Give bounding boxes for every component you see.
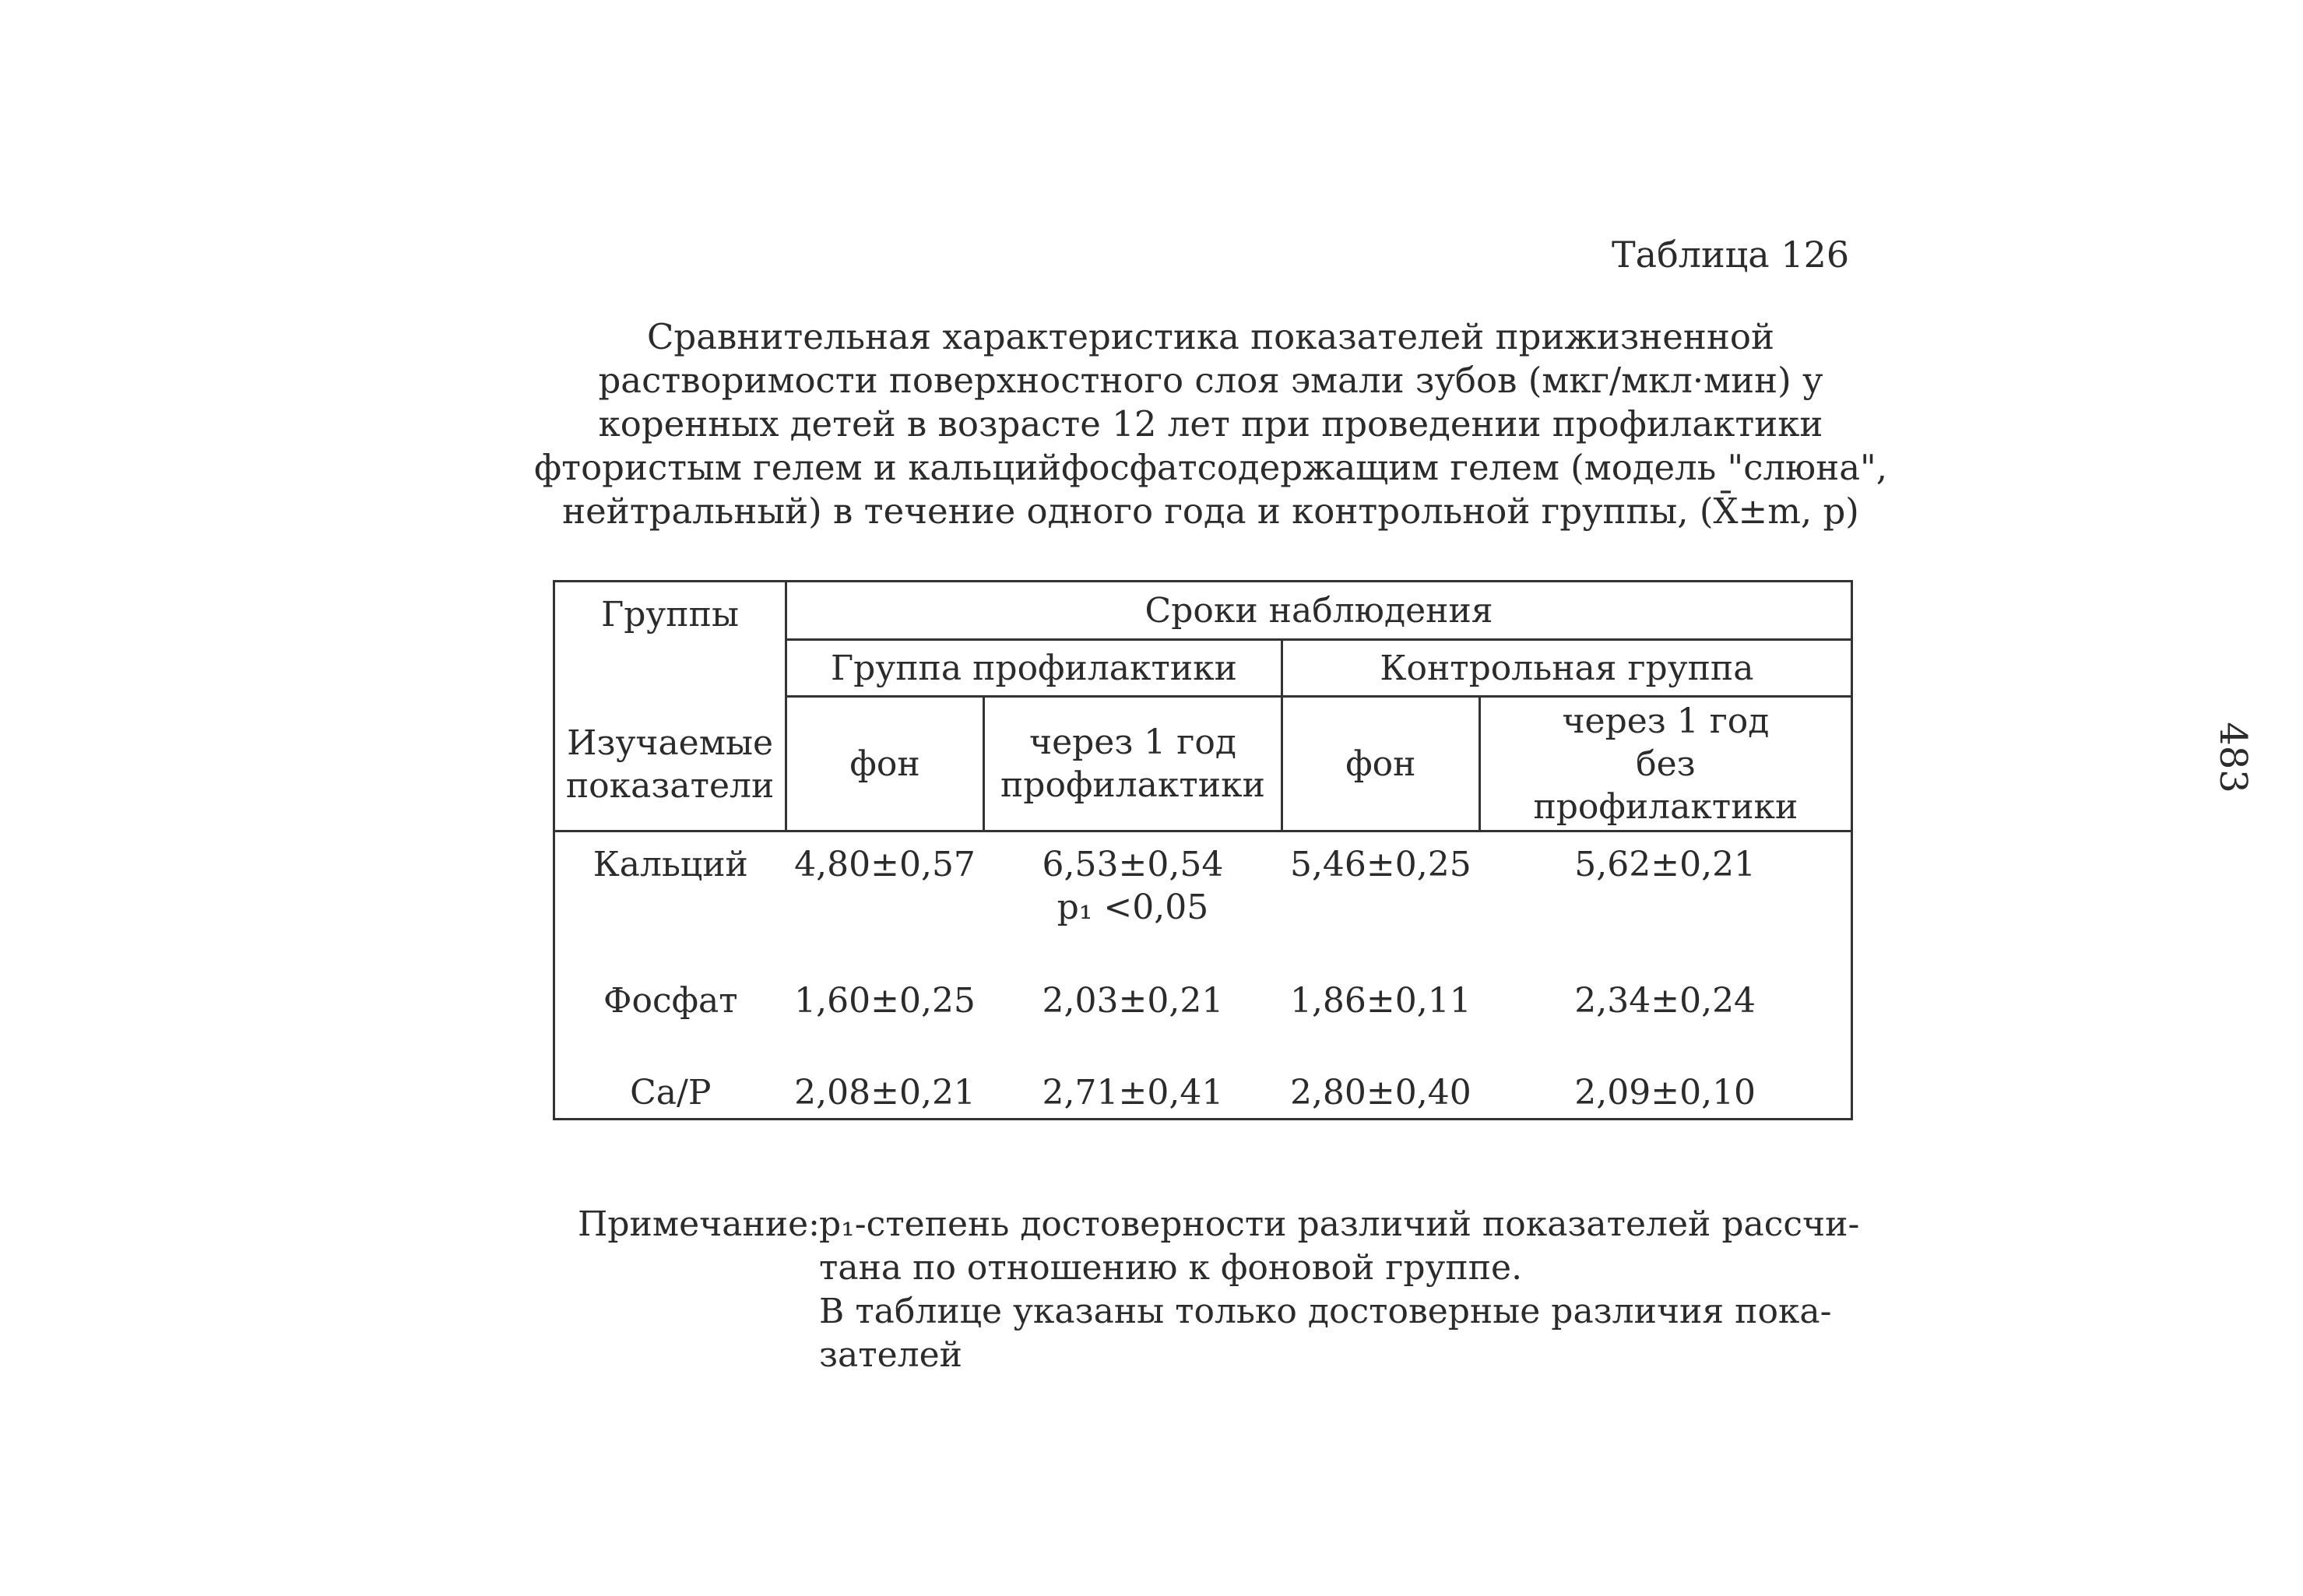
caption-line: коренных детей в возрасте 12 лет при проведении профилактики [598, 403, 1823, 445]
caption-line: растворимости поверхностного слоя эмали зубов (мкг/мкл·мин) у [598, 360, 1823, 401]
note-line: зателей [819, 1335, 962, 1375]
page-number: 483 [2210, 722, 2255, 793]
caption-line: нейтральный) в течение одного года и контрольной группы, (X̄±m, p) [562, 490, 1859, 532]
header-indicators: Изучаемые показатели [565, 723, 775, 806]
note-line: p₁-степень достоверности различий показателей рассчи- [819, 1204, 1860, 1244]
data-table [553, 580, 1853, 1120]
row-name: Ca/P [554, 1071, 786, 1120]
table-row [554, 831, 1852, 972]
note-body [819, 1203, 1862, 1377]
cell-value: 5,46±0,25 [1289, 845, 1471, 884]
note-label: Примечание: [578, 1204, 820, 1244]
cell-value-main: 6,53±0,54 [1042, 845, 1224, 884]
caption-line: фтористым гелем и кальцийфосфатсодержащим гелем (модель "слюна", [533, 447, 1888, 488]
cell-value: 2,80±0,40 [1289, 1073, 1471, 1113]
header-period: Сроки наблюдения [786, 582, 1852, 640]
cell-value: 2,09±0,10 [1479, 1071, 1851, 1120]
cell-value: 2,03±0,21 [1042, 981, 1224, 1021]
cell-value: 2,71±0,41 [1042, 1073, 1224, 1113]
table-row [554, 1071, 1852, 1120]
header-groups-cell [554, 582, 786, 831]
row-name: Кальций [554, 831, 786, 972]
table-row [554, 972, 1852, 1071]
note-line: В таблице указаны только достоверные различия пока- [819, 1292, 1832, 1331]
header-prophylaxis-group: Группа профилактики [786, 640, 1282, 697]
cell-value: 1,60±0,25 [794, 981, 976, 1021]
cell-value: 2,08±0,21 [794, 1073, 976, 1113]
header-after-no-prophylaxis: через 1 год без профилактики [1479, 697, 1851, 831]
cell-significance-note: p₁ <0,05 [1057, 888, 1209, 927]
header-control-group: Контрольная группа [1282, 640, 1851, 697]
cell-value: 1,86±0,11 [1289, 981, 1471, 1021]
table-number-label: Таблица 126 [1612, 234, 1850, 276]
header-row-period [554, 582, 1852, 640]
header-after-prophylaxis: через 1 год профилактики [983, 697, 1282, 831]
header-background-control: фон [1282, 697, 1479, 831]
note-line: тана по отношению к фоновой группе. [819, 1248, 1523, 1288]
cell-value: 4,80±0,57 [794, 845, 976, 884]
row-name: Фосфат [554, 972, 786, 1071]
caption-line: Сравнительная характеристика показателей прижизненной [646, 316, 1775, 357]
header-background: фон [786, 697, 984, 831]
table-caption [529, 315, 1892, 533]
cell-value: 2,34±0,24 [1479, 972, 1851, 1071]
header-groups: Группы [601, 595, 739, 635]
cell-value [983, 831, 1282, 972]
cell-value: 5,62±0,21 [1479, 831, 1851, 972]
